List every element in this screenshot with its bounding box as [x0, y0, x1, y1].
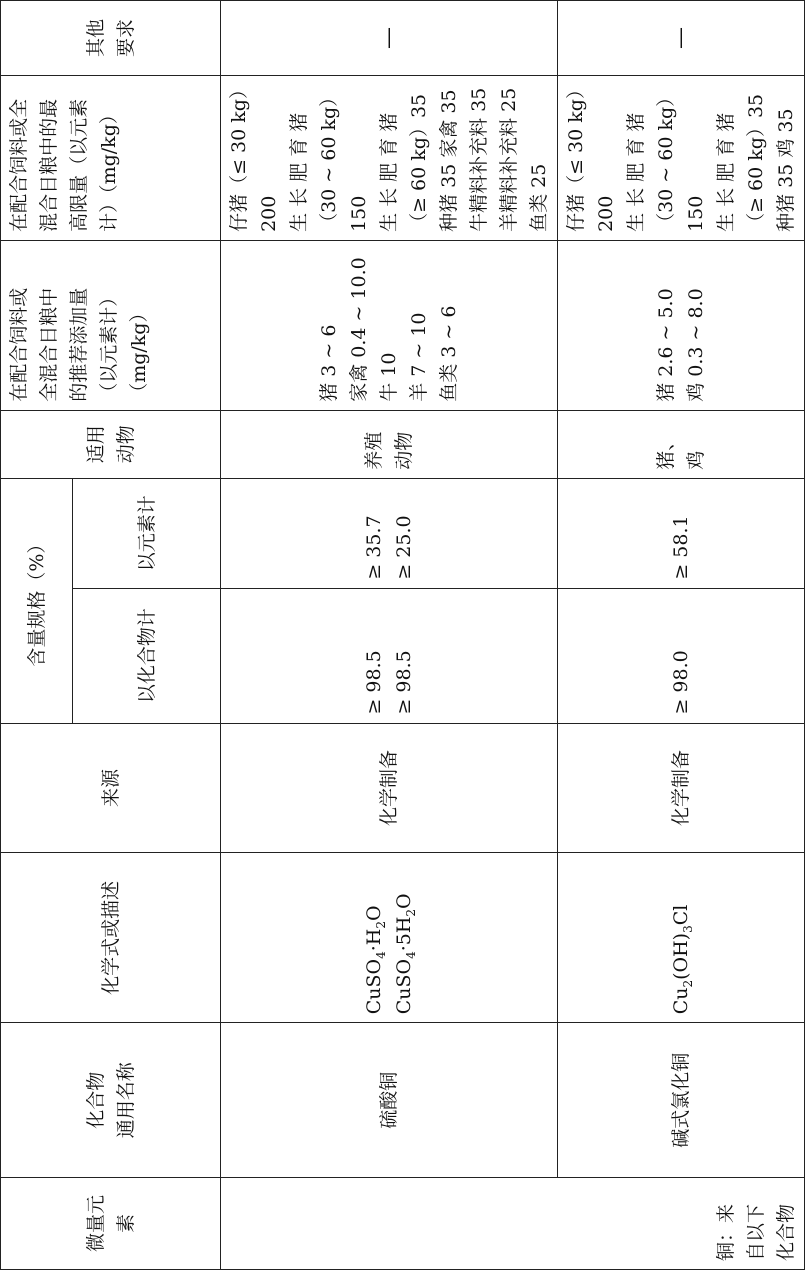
- source-1: 化学制备: [221, 723, 558, 853]
- header-as-compound: 以化合物计: [73, 588, 221, 723]
- header-source: 来源: [1, 723, 221, 853]
- as-element-2: ≥ 58.1: [558, 478, 805, 588]
- header-max-limit: 在配合饲料或全 混合日粮中的最 高限量（以元素 计）（mg/kg）: [1, 76, 221, 241]
- compound-name-2: 碱式氯化铜: [558, 1023, 805, 1178]
- header-recommended: 在配合饲料或 全混合日粮中 的推荐添加量 （以元素计） （mg/kg）: [1, 240, 221, 410]
- animals-1: 养殖 动物: [221, 410, 558, 478]
- header-as-element: 以元素计: [73, 478, 221, 588]
- max-limit-2: 仔猪（≤ 30 kg）200 生 长 肥 育 猪 （30 ~ 60 kg）150 生 长 肥 育 猪 （≥ 60 kg）35 种猪 35 鸡 35: [558, 76, 805, 241]
- as-compound-2: ≥ 98.0: [558, 588, 805, 723]
- max-limit-1: 仔猪（≤ 30 kg）200 生 长 肥 育 猪 （30 ~ 60 kg）150 生 长 肥 育 猪 （≥ 60 kg）35 种猪 35 家禽 35 牛精料补充料 35 羊精料补充料 25 鱼类 25: [221, 76, 558, 241]
- other-2: —: [558, 1, 805, 76]
- recommended-2: 猪 2.6 ~ 5.0 鸡 0.3 ~ 8.0: [558, 240, 805, 410]
- formula-2: [558, 853, 805, 1023]
- header-compound-name: 化合物 通用名称: [1, 1023, 221, 1178]
- as-compound-1: ≥ 98.5 ≥ 98.5: [221, 588, 558, 723]
- recommended-1: 猪 3 ~ 6 家禽 0.4 ~ 10.0 牛 10 羊 7 ~ 10 鱼类 3 ~ 6: [221, 240, 558, 410]
- animals-2: 猪、 鸡: [558, 410, 805, 478]
- header-other: 其他 要求: [1, 1, 221, 76]
- header-content-spec: 含量规格（%）: [1, 478, 73, 723]
- source-2: 化学制备: [558, 723, 805, 853]
- header-animals: 适用 动物: [1, 410, 221, 478]
- formula-1: [221, 853, 558, 1023]
- as-element-1: ≥ 35.7 ≥ 25.0: [221, 478, 558, 588]
- formula-2-line-1: $Cu_2(OH)_3Cl$: [670, 904, 695, 1015]
- formula-1-line-2: $CuSO_4\cdot 5H_2O$: [393, 893, 418, 1015]
- formula-1-line-1: $CuSO_4\cdot H_2O$: [363, 905, 388, 1015]
- compound-name-1: 硫酸铜: [221, 1023, 558, 1178]
- header-element: 微量元 素: [1, 1178, 221, 1270]
- other-1: —: [221, 1, 558, 76]
- element-copper-cell: 铜：来 自以下 化合物: [221, 1178, 805, 1270]
- header-formula: 化学式或描述: [1, 853, 221, 1023]
